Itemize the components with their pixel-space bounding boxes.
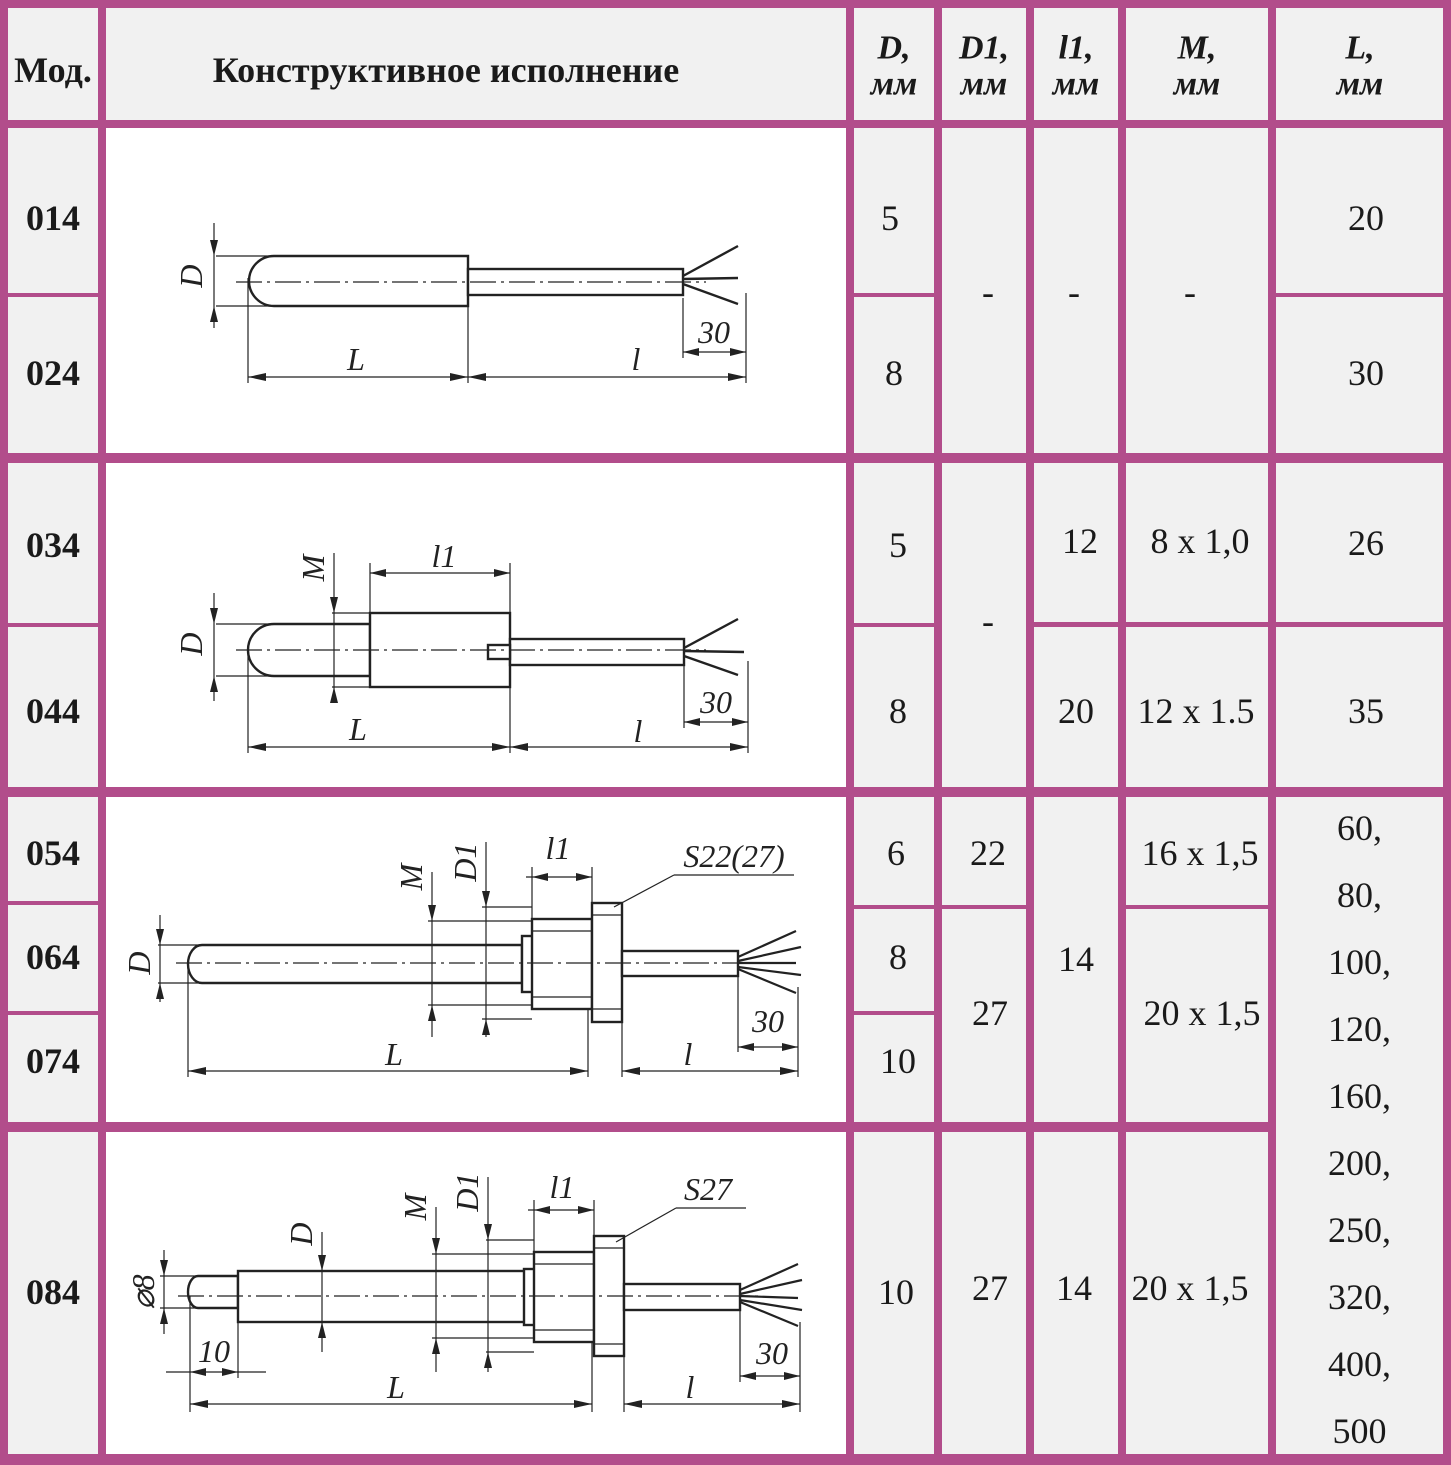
l1-cell-014-024 — [1034, 128, 1118, 453]
dim-l1-label: l1 — [431, 538, 457, 574]
d1-cell-064-074 — [942, 909, 1026, 1122]
l-series-value: 250, — [1328, 1210, 1391, 1250]
model-cell-084 — [8, 1132, 98, 1454]
m-value-034: 8 x 1,0 — [1150, 521, 1250, 561]
m-cell-014-024 — [1126, 128, 1268, 453]
drawing-054-064-074 — [106, 797, 846, 1122]
dim-l-big-label: L — [385, 1036, 403, 1072]
model-074: 074 — [26, 1041, 80, 1081]
header-model: Мод. — [14, 50, 92, 90]
l-series-value: 320, — [1328, 1277, 1391, 1317]
drawing-cell-014-024 — [106, 128, 846, 453]
header-d1-name: D1, — [958, 29, 1010, 67]
header-l-name: L, — [1345, 29, 1375, 67]
l-cell-024 — [1276, 297, 1443, 453]
model-064: 064 — [26, 937, 80, 977]
dim-l-big-label: L — [347, 341, 365, 377]
header-l1-unit: мм — [1052, 65, 1100, 102]
header-l1-name: l1, — [1058, 29, 1094, 67]
d1-cell-034-044 — [942, 463, 1026, 787]
d1-value-064-074: 27 — [972, 993, 1008, 1033]
model-024: 024 — [26, 353, 80, 393]
l1-value-034: 12 — [1062, 521, 1098, 561]
d-value-064: 8 — [889, 937, 907, 977]
l1-value-054-074: 14 — [1058, 939, 1094, 979]
l-cell-044 — [1276, 627, 1443, 787]
header-design-cell — [106, 8, 846, 120]
dim-m-label: M — [397, 1193, 433, 1221]
header-d-name: D, — [877, 29, 911, 67]
dim-m-label: M — [295, 554, 331, 582]
drawing-cell-034-044 — [106, 463, 846, 787]
dim-d1-label: D1 — [447, 842, 483, 882]
dim-s-label: S27 — [684, 1171, 732, 1207]
dim-d-label: D — [121, 951, 157, 975]
m-cell-064-074 — [1126, 909, 1268, 1122]
model-054: 054 — [26, 833, 80, 873]
l1-cell-034 — [1034, 463, 1118, 622]
drawing-034-044 — [106, 463, 846, 787]
l-cell-054-084 — [1276, 797, 1443, 1454]
m-value-014-024: - — [1184, 272, 1196, 312]
d1-value-034-044: - — [982, 601, 994, 641]
header-d-cell — [854, 8, 934, 120]
dim-s-label: S22(27) — [683, 838, 785, 874]
dim-d-label: D — [173, 632, 209, 656]
model-cell-054 — [8, 797, 98, 901]
m-cell-084 — [1126, 1132, 1268, 1454]
model-014: 014 — [26, 198, 80, 238]
header-d-unit: мм — [870, 65, 918, 102]
model-cell-034 — [8, 463, 98, 623]
dim-d-label: D — [283, 1222, 319, 1246]
dim-m-label: M — [393, 863, 429, 891]
l-series-value: 100, — [1328, 942, 1391, 982]
header-m-unit: мм — [1173, 65, 1221, 102]
d-cell-064 — [854, 909, 934, 1011]
drawing-084 — [106, 1132, 846, 1454]
d-value-054: 6 — [887, 833, 905, 873]
model-044: 044 — [26, 691, 80, 731]
header-l-unit: мм — [1336, 65, 1384, 102]
d-value-084: 10 — [878, 1272, 914, 1312]
d-cell-044 — [854, 627, 934, 787]
d-value-024: 8 — [885, 353, 903, 393]
l1-cell-054-074 — [1034, 797, 1118, 1122]
dim-wire-label: 30 — [700, 684, 732, 720]
dim-tip-length-label: 10 — [198, 1333, 230, 1369]
dim-l-small-label: l — [685, 1369, 695, 1405]
m-cell-034 — [1126, 463, 1268, 622]
dim-wire-label: 30 — [752, 1003, 784, 1039]
l-series-value: 160, — [1328, 1076, 1391, 1116]
dim-d-label: D — [173, 264, 209, 288]
dim-l-small-label: l — [633, 713, 643, 749]
l1-cell-044 — [1034, 627, 1118, 787]
l-cell-034 — [1276, 463, 1443, 622]
l-series-value: 60, — [1337, 808, 1382, 848]
l-cell-014 — [1276, 128, 1443, 293]
model-034: 034 — [26, 525, 80, 565]
m-cell-054 — [1126, 797, 1268, 905]
m-value-084: 20 x 1,5 — [1131, 1268, 1249, 1308]
l-series-list — [1276, 795, 1443, 1465]
header-model-cell — [8, 8, 98, 120]
d1-value-054: 22 — [970, 833, 1006, 873]
m-cell-044 — [1126, 627, 1268, 787]
l-value-024: 30 — [1348, 353, 1384, 393]
model-cell-044 — [8, 627, 98, 787]
dim-tip-diameter-label: ⌀8 — [125, 1274, 161, 1310]
d1-cell-054 — [942, 797, 1026, 905]
m-value-054: 16 x 1,5 — [1141, 833, 1259, 873]
model-084: 084 — [26, 1272, 80, 1312]
m-value-064-074: 20 x 1,5 — [1143, 993, 1261, 1033]
d1-cell-014-024 — [942, 128, 1026, 453]
d-value-044: 8 — [889, 691, 907, 731]
model-cell-014 — [8, 128, 98, 293]
l-series-value: 400, — [1328, 1344, 1391, 1384]
l-series-value: 500 — [1332, 1411, 1387, 1451]
model-cell-074 — [8, 1015, 98, 1122]
drawing-cell-054-074 — [106, 797, 846, 1122]
d1-cell-084 — [942, 1132, 1026, 1454]
dim-l-big-label: L — [349, 711, 367, 747]
header-m-name: M, — [1177, 29, 1217, 67]
header-design: Конструктивное исполнение — [212, 50, 680, 90]
l1-value-084: 14 — [1056, 1268, 1092, 1308]
d-value-074: 10 — [880, 1041, 916, 1081]
l1-cell-084 — [1034, 1132, 1118, 1454]
drawing-014-024 — [106, 128, 846, 453]
model-cell-064 — [8, 905, 98, 1011]
d-cell-084 — [854, 1132, 934, 1454]
header-d1-unit: мм — [960, 65, 1008, 102]
header-m-cell — [1126, 8, 1268, 120]
dim-l1-label: l1 — [549, 1169, 575, 1205]
d-value-014: 5 — [881, 198, 899, 238]
dim-d1-label: D1 — [449, 1172, 485, 1212]
dim-l-small-label: l — [683, 1036, 693, 1072]
l-value-014: 20 — [1348, 198, 1384, 238]
header-l-cell — [1276, 8, 1443, 120]
header-d1-cell — [942, 8, 1026, 120]
d-cell-034 — [854, 463, 934, 623]
dim-l-small-label: l — [631, 341, 641, 377]
model-cell-024 — [8, 297, 98, 453]
l-series-value: 120, — [1328, 1009, 1391, 1049]
d-value-034: 5 — [889, 525, 907, 565]
dim-l1-label: l1 — [545, 830, 571, 866]
l-series-value: 80, — [1337, 875, 1382, 915]
l1-value-014-024: - — [1068, 272, 1080, 312]
d-cell-074 — [854, 1015, 934, 1122]
m-value-044: 12 x 1.5 — [1137, 691, 1255, 731]
d-cell-014 — [854, 128, 934, 293]
l1-value-044: 20 — [1058, 691, 1094, 731]
header-l1-cell — [1034, 8, 1118, 120]
dim-wire-label: 30 — [698, 314, 730, 350]
d-cell-024 — [854, 297, 934, 453]
drawing-cell-084 — [106, 1132, 846, 1454]
l-value-044: 35 — [1348, 691, 1384, 731]
d1-value-014-024: - — [982, 272, 994, 312]
dim-l-big-label: L — [387, 1369, 405, 1405]
l-value-034: 26 — [1348, 523, 1384, 563]
d1-value-084: 27 — [972, 1268, 1008, 1308]
l-series-value: 200, — [1328, 1143, 1391, 1183]
d-cell-054 — [854, 797, 934, 905]
dim-wire-label: 30 — [756, 1335, 788, 1371]
